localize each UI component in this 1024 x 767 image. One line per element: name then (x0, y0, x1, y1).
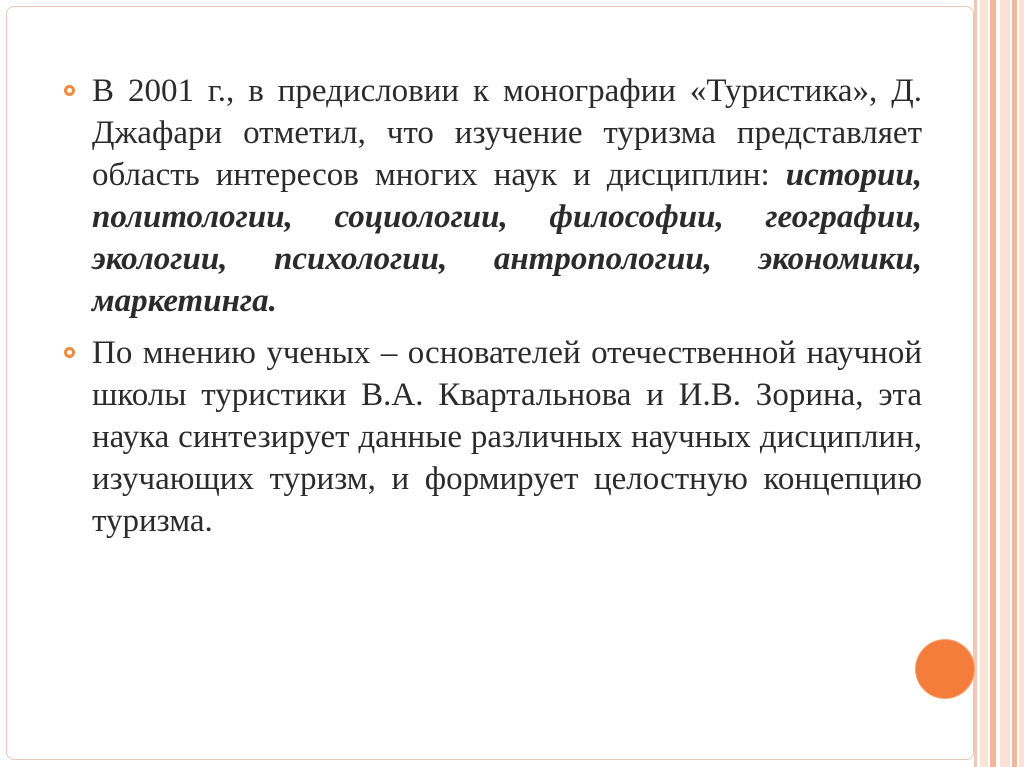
bullet-text-plain: В 2001 г., в предисловии к монографии «Туристика», Д. Джафари отметил, что изучение туризма представляет область интересов многих наук и дисциплин: (92, 73, 922, 193)
bullet-item-1 (62, 70, 922, 322)
stripe-5 (1012, 0, 1017, 767)
stripe-3 (990, 0, 996, 767)
bullet-text-emphasis: истории, политологии, социологии, философии, географии, экологии, психологии, антропологии, экономики, маркетинга. (92, 157, 922, 319)
accent-circle (916, 640, 974, 698)
ring-bullet-icon (64, 347, 75, 358)
slide-content (62, 70, 922, 552)
stripe-4 (1000, 0, 1010, 767)
stripe-6 (1019, 0, 1024, 767)
bullet-text-plain: По мнению ученых – основателей отечественной научной школы туристики В.А. Квартальнова и И.В. Зорина, эта наука синтезирует данные различных научных дисциплин, изучающих туризм, и формирует целостную концепцию туризма. (92, 335, 922, 539)
stripe-2 (980, 0, 988, 767)
ring-bullet-icon (64, 85, 75, 96)
stripe-1 (974, 0, 977, 767)
decorative-stripes (974, 0, 1024, 767)
bullet-item-2 (62, 332, 922, 542)
